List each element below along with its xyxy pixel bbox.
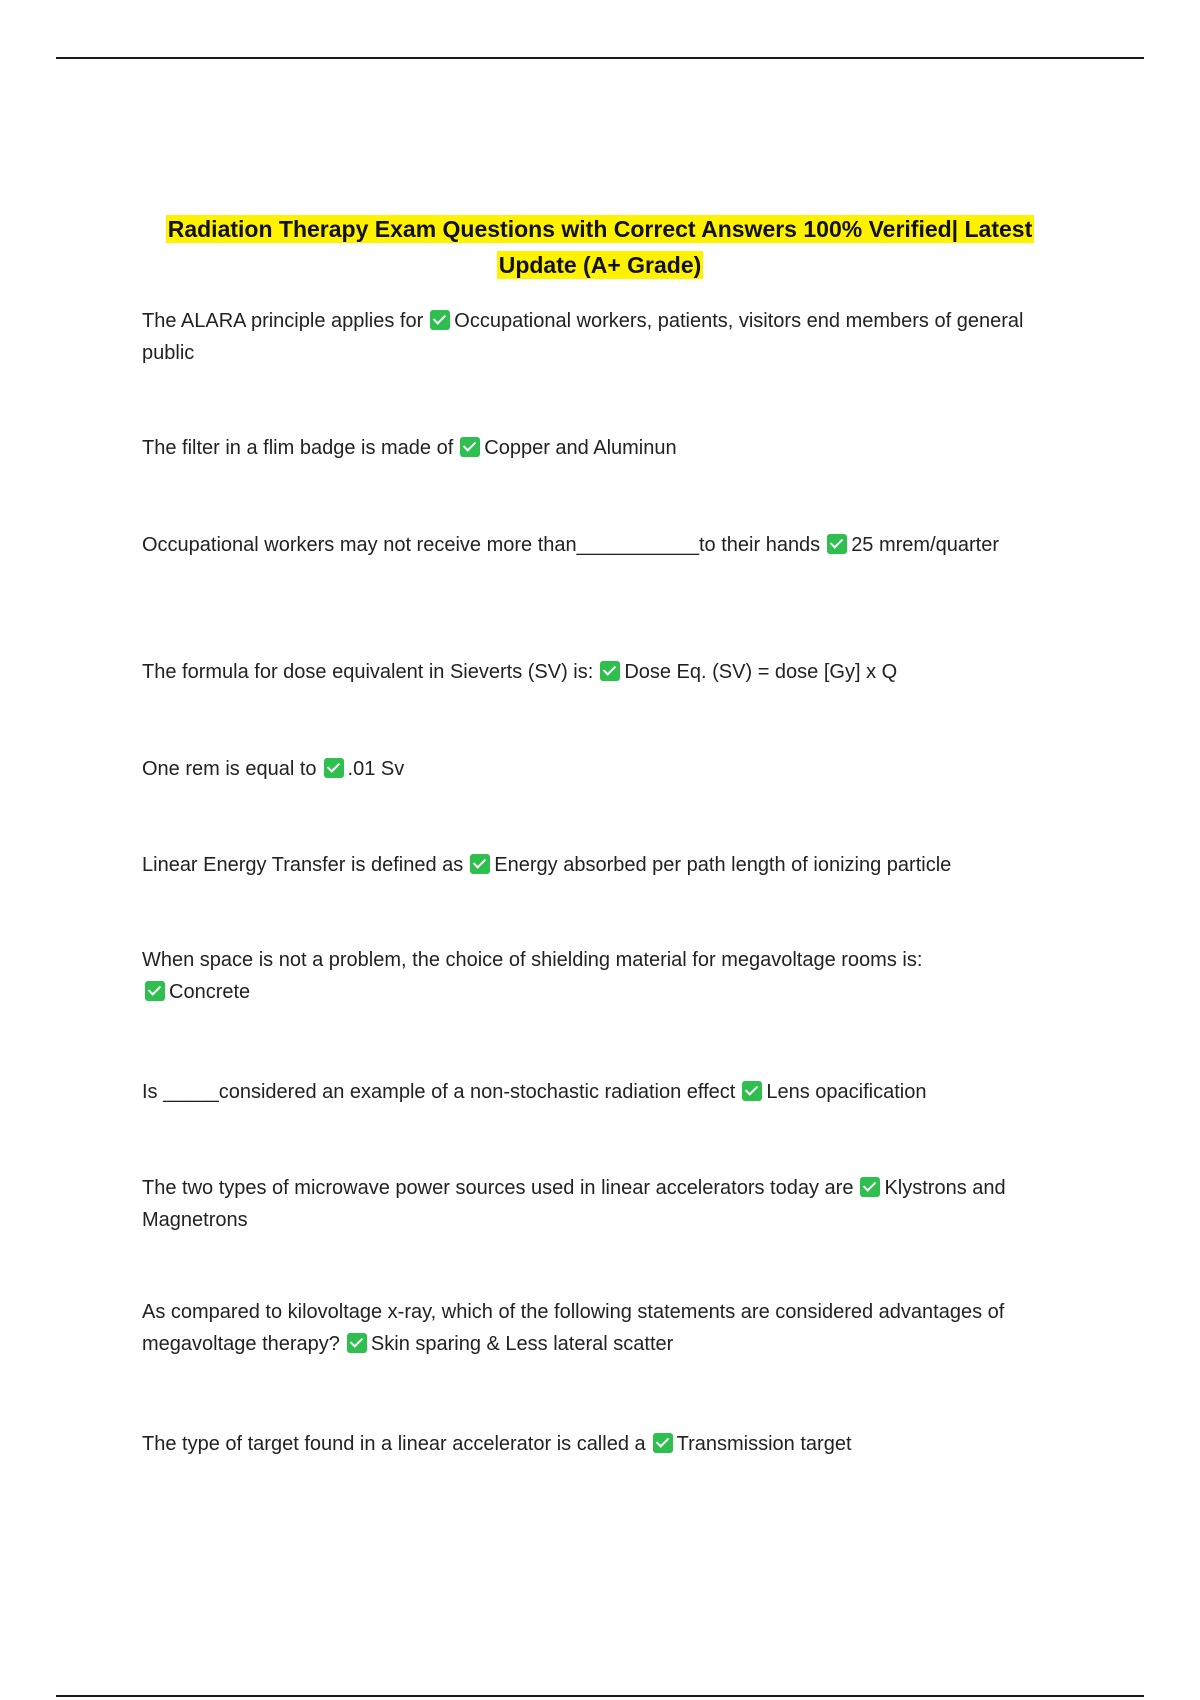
check-box-icon xyxy=(860,1177,880,1197)
answer-text: Klystrons and Magnetrons xyxy=(142,1177,1006,1231)
question-text: The ALARA principle applies for xyxy=(142,310,424,332)
top-rule xyxy=(56,57,1144,59)
qa-item xyxy=(142,1428,1062,1460)
question-text: One rem is equal to xyxy=(142,758,317,780)
answer-text: Copper and Aluminun xyxy=(484,437,677,459)
title-line-1: Radiation Therapy Exam Questions with Correct Answers 100% Verified| Latest xyxy=(167,216,1033,242)
check-box-icon xyxy=(470,854,490,874)
qa-item xyxy=(142,305,1062,369)
check-box-icon xyxy=(653,1433,673,1453)
check-box-icon xyxy=(460,437,480,457)
qa-item xyxy=(142,944,1062,1008)
answer-text: .01 Sv xyxy=(347,758,405,780)
question-text: Is _____considered an example of a non-stochastic radiation effect xyxy=(142,1081,736,1103)
question-text: The type of target found in a linear accelerator is called a xyxy=(142,1433,646,1455)
question-text: The formula for dose equivalent in Sieverts (SV) is: xyxy=(142,661,594,683)
qa-item xyxy=(142,1076,1062,1108)
qa-item xyxy=(142,529,1062,561)
question-text: As compared to kilovoltage x-ray, which of the following statements are considered advantages of megavoltage therapy? xyxy=(142,1301,1005,1355)
qa-item xyxy=(142,753,1062,785)
answer-text: Occupational workers, patients, visitors end members of general public xyxy=(142,310,1024,364)
qa-item xyxy=(142,1172,1062,1236)
check-box-icon xyxy=(145,981,165,1001)
answer-text: Skin sparing & Less lateral scatter xyxy=(370,1333,674,1355)
question-text: The filter in a flim badge is made of xyxy=(142,437,454,459)
check-box-icon xyxy=(600,661,620,681)
bottom-rule xyxy=(56,1695,1144,1697)
check-box-icon xyxy=(827,534,847,554)
document-title xyxy=(130,211,1070,283)
question-text: The two types of microwave power sources used in linear accelerators today are xyxy=(142,1177,854,1199)
answer-text: Transmission target xyxy=(676,1433,852,1455)
question-text: When space is not a problem, the choice of shielding material for megavoltage rooms is: xyxy=(142,949,923,971)
answer-text: Concrete xyxy=(169,981,251,1003)
question-text: Linear Energy Transfer is defined as xyxy=(142,854,464,876)
qa-item xyxy=(142,432,1062,464)
title-line-2: Update (A+ Grade) xyxy=(498,252,702,278)
qa-item xyxy=(142,1296,1062,1360)
qa-item xyxy=(142,849,1062,881)
check-box-icon xyxy=(347,1333,367,1353)
answer-text: Lens opacification xyxy=(766,1081,927,1103)
check-box-icon xyxy=(742,1081,762,1101)
question-text: Occupational workers may not receive more than___________to their hands xyxy=(142,534,821,556)
check-box-icon xyxy=(324,758,344,778)
check-box-icon xyxy=(430,310,450,330)
answer-text: 25 mrem/quarter xyxy=(851,534,1000,556)
answer-text: Energy absorbed per path length of ionizing particle xyxy=(494,854,952,876)
qa-item xyxy=(142,656,1062,688)
answer-text: Dose Eq. (SV) = dose [Gy] x Q xyxy=(624,661,898,683)
